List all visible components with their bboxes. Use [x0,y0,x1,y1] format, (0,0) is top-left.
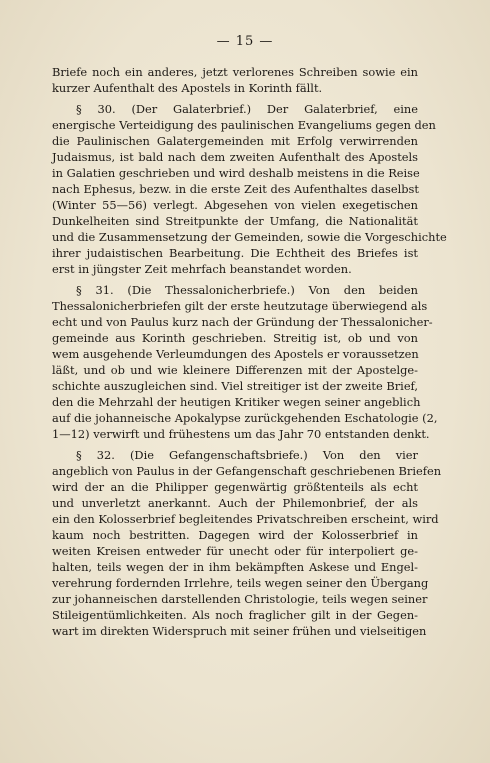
text-line: gemeinde aus Korinth geschrieben. Streitig ist, ob und von [52,331,418,345]
text-line: Judaismus, ist bald nach dem zweiten Aufenthalt des Apostels [52,150,418,164]
text-line: verehrung fordernden Irrlehre, teils wegen seiner den Übergang [52,576,429,590]
text-line: ihrer judaistischen Bearbeitung. Die Echtheit des Briefes ist [52,246,418,260]
section-heading-line: § 31. (Die Thessalonicherbriefe.) Von den beiden [76,283,418,297]
text-line: Briefe noch ein anderes, jetzt verlorenes Schreiben sowie ein [52,65,418,79]
text-line: in Galatien geschrieben und wird deshalb meistens in die Reise [52,166,420,180]
text-line: ein den Kolosserbrief begleitendes Privatschreiben erscheint, wird [52,512,439,526]
text-line: angeblich von Paulus in der Gefangenschaft geschriebenen Briefen [52,464,442,478]
text-line: zur johanneischen darstellenden Christologie, teils wegen seiner [52,592,428,606]
text-line: kurzer Aufenthalt des Apostels in Korinth fällt. [52,81,323,95]
text-line: wart im direkten Widerspruch mit seiner frühen und vielseitigen [52,624,427,638]
text-line: echt und von Paulus kurz nach der Gründung der Thessalonicher- [52,315,433,329]
text-line: wird der an die Philipper gegenwärtig größtenteils als echt [52,480,418,494]
text-line: kaum noch bestritten. Dagegen wird der Kolosserbrief in [52,528,418,542]
text-line: und unverletzt anerkannt. Auch der Philemonbrief, der als [52,496,418,510]
section-heading-line: § 32. (Die Gefangenschaftsbriefe.) Von den vier [76,448,418,462]
text-line: energische Verteidigung des paulinischen Evangeliums gegen den [52,118,436,132]
text-line: schichte auszugleichen sind. Viel streitiger ist der zweite Brief, [52,379,418,393]
text-line: halten, teils wegen der in ihm bekämpften Askese und Engel- [52,560,418,574]
text-line: läßt, und ob und wie kleinere Differenzen mit der Apostelge- [52,363,418,377]
text-line: wem ausgehende Verleumdungen des Apostels er voraussetzen [52,347,419,361]
text-line: auf die johanneische Apokalypse zurückgehenden Eschatologie (2, [52,411,438,425]
text-line: den die Mehrzahl der heutigen Kritiker wegen seiner angeblich [52,395,421,409]
text-line: Stileigentümlichkeiten. Als noch fraglicher gilt in der Gegen- [52,608,418,622]
text-line: und die Zusammensetzung der Gemeinden, sowie die Vorgeschichte [52,230,447,244]
text-line: (Winter 55—56) verlegt. Abgesehen von vielen exegetischen [52,198,418,212]
section-heading-line: § 30. (Der Galaterbrief.) Der Galaterbrief, eine [76,102,418,116]
text-line: erst in jüngster Zeit mehrfach beanstandet worden. [52,262,352,276]
text-line: Dunkelheiten sind Streitpunkte der Umfang, die Nationalität [52,214,418,228]
text-line: weiten Kreisen entweder für unecht oder für interpoliert ge- [52,544,418,558]
page-number: — 15 — [216,34,274,49]
text-line: 1—12) verwirft und frühestens um das Jahr 70 entstanden denkt. [52,427,430,441]
text-line: Thessalonicherbriefen gilt der erste heutzutage überwiegend als [52,299,428,313]
text-line: die Paulinischen Galatergemeinden mit Erfolg verwirrenden [52,134,418,148]
text-line: nach Ephesus, bezw. in die erste Zeit des Aufenthaltes daselbst [52,182,419,196]
